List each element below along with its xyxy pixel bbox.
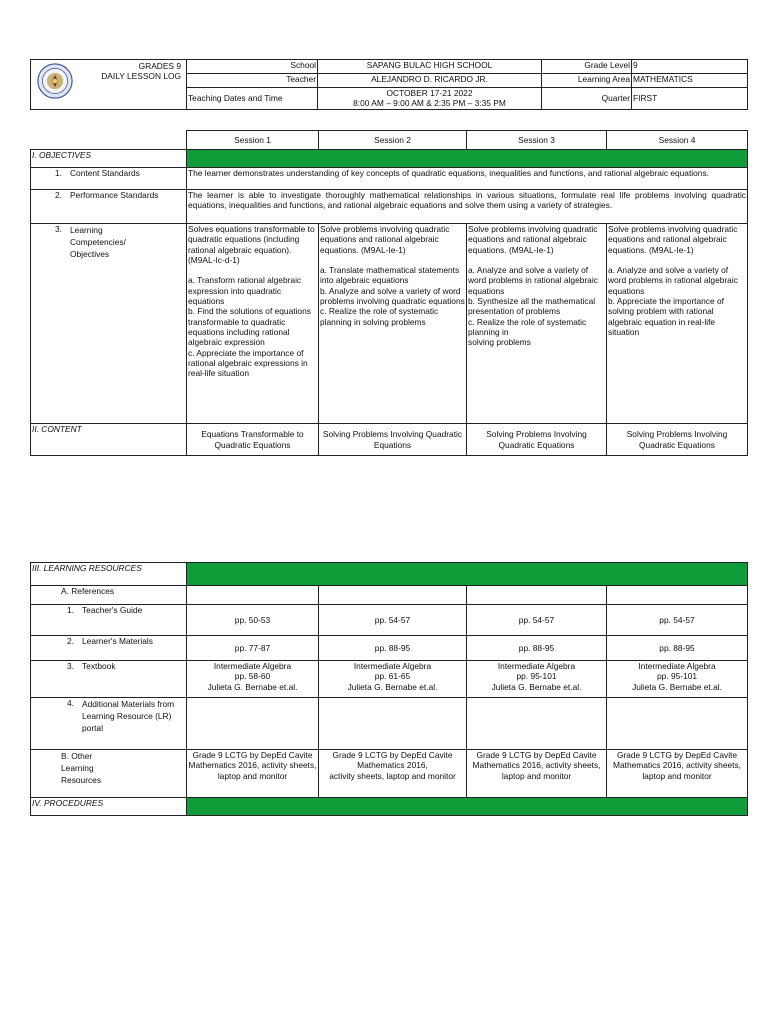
references-session-2 — [319, 586, 467, 605]
textbook-session-1: Intermediate Algebra pp. 58-60 Julieta G. Bernabe et.al. — [187, 661, 319, 698]
content-session-3: Solving Problems Involving Quadratic Equations — [467, 424, 607, 456]
competencies-session-4: Solve problems involving quadratic equations and rational algebraic equations. (M9AL-Ie-1) a. Analyze and solve a variety of word problems in rational algebraic equations b. Appreciate the importance of solving problem with rational algebraic equation in real-life situation — [607, 224, 748, 424]
performance-standards-num: 2. — [55, 190, 62, 200]
references-session-1 — [187, 586, 319, 605]
textbook-num: 3. — [67, 661, 74, 671]
dates-line-2: 8:00 AM – 9:00 AM & 2:35 PM – 3:35 PM — [353, 98, 506, 109]
objectives-heading: I. OBJECTIVES — [31, 150, 187, 168]
session-3-header: Session 3 — [467, 131, 607, 150]
content-heading: II. CONTENT — [31, 424, 187, 456]
competencies-session-1: Solves equations transformable to quadratic equations (including rational algebraic equation). (M9AL-Ic-d-1) a. Transform rational algebraic expression into quadratic equations b. Find the solutions of equations transformable to quadratic equations including rational algebraic expression c. Appreciate the importance of rational algebraic expressions in real-life situation — [187, 224, 319, 424]
teachers-guide-session-3: pp. 54-57 — [467, 605, 607, 636]
dates-value — [318, 88, 542, 110]
content-session-2: Solving Problems Involving Quadratic Equations — [319, 424, 467, 456]
references-session-4 — [607, 586, 748, 605]
content-session-1: Equations Transformable to Quadratic Equations — [187, 424, 319, 456]
performance-standards-label — [31, 190, 187, 224]
teachers-guide-session-2: pp. 54-57 — [319, 605, 467, 636]
teachers-guide-session-4: pp. 54-57 — [607, 605, 748, 636]
blank-corner — [31, 131, 187, 150]
textbook-session-3: Intermediate Algebra pp. 95-101 Julieta G. Bernabe et.al. — [467, 661, 607, 698]
learners-materials-num: 2. — [67, 636, 74, 646]
content-standards-text: Content Standards — [70, 168, 140, 178]
objectives-green-bar — [187, 150, 748, 168]
dates-label: Teaching Dates and Time — [187, 88, 318, 110]
other-resources-session-3: Grade 9 LCTG by DepEd Cavite Mathematics 2016, activity sheets, laptop and monitor — [467, 750, 607, 798]
textbook-text: Textbook — [82, 661, 116, 671]
teachers-guide-session-1: pp. 50-53 — [187, 605, 319, 636]
school-value: SAPANG BULAC HIGH SCHOOL — [318, 60, 542, 74]
content-standards-label — [31, 168, 187, 190]
resources-green-bar — [187, 563, 748, 586]
procedures-heading: IV. PROCEDURES — [31, 798, 187, 816]
learning-area-label: Learning Area — [542, 74, 632, 88]
other-resources-session-4: Grade 9 LCTG by DepEd Cavite Mathematics 2016, activity sheets, laptop and monitor — [607, 750, 748, 798]
procedures-green-bar — [187, 798, 748, 816]
additional-session-1 — [187, 698, 319, 750]
teachers-guide-text: Teacher's Guide — [82, 605, 143, 615]
learners-materials-text: Learner's Materials — [82, 636, 153, 646]
resources-heading: III. LEARNING RESOURCES — [31, 563, 187, 586]
deped-seal-icon — [37, 63, 73, 99]
additional-materials-num: 4. — [67, 698, 74, 708]
competencies-session-3: Solve problems involving quadratic equations and rational algebraic equations. (M9AL-Ie-1) a. Analyze and solve a variety of word problems in rational algebraic equations b. Synthesize all the mathematical presentation of problems c. Realize the role of systematic planning in solving problems — [467, 224, 607, 424]
competencies-num: 3. — [55, 224, 62, 234]
content-standards-num: 1. — [55, 168, 62, 178]
additional-materials-label — [31, 698, 187, 750]
session-1-header: Session 1 — [187, 131, 319, 150]
learners-materials-session-2: pp. 88-95 — [319, 636, 467, 661]
quarter-value: FIRST — [632, 88, 748, 110]
performance-standards-value: The learner is able to investigate thoroughly mathematical relationships in various situations, formulate real life problems involving quadratic equations, inequalities and functions, and rational algebraic equations and solve them using a variety of strategies. — [187, 190, 748, 224]
learners-materials-session-1: pp. 77-87 — [187, 636, 319, 661]
additional-session-4 — [607, 698, 748, 750]
quarter-label: Quarter — [542, 88, 632, 110]
teacher-value: ALEJANDRO D. RICARDO JR. — [318, 74, 542, 88]
learners-materials-session-4: pp. 88-95 — [607, 636, 748, 661]
objectives-table — [30, 130, 748, 456]
additional-session-3 — [467, 698, 607, 750]
learning-area-value: MATHEMATICS — [632, 74, 748, 88]
content-standards-value: The learner demonstrates understanding of key concepts of quadratic equations, inequalities and functions, and rational algebraic equations. — [187, 168, 748, 190]
session-2-header: Session 2 — [319, 131, 467, 150]
competencies-session-2: Solve problems involving quadratic equations and rational algebraic equations. (M9AL-Ie-1) a. Translate mathematical statements into algebraic equations b. Analyze and solve a variety of word problems involving quadratic equations c. Realize the role of systematic planning in solving problems — [319, 224, 467, 424]
grades-label: GRADES 9 — [138, 61, 181, 71]
school-label: School — [187, 60, 318, 74]
session-4-header: Session 4 — [607, 131, 748, 150]
textbook-session-2: Intermediate Algebra pp. 61-65 Julieta G. Bernabe et.al. — [319, 661, 467, 698]
other-resources-session-1: Grade 9 LCTG by DepEd Cavite Mathematics 2016, activity sheets, laptop and monitor — [187, 750, 319, 798]
additional-session-2 — [319, 698, 467, 750]
competencies-label — [31, 224, 187, 424]
learners-materials-label — [31, 636, 187, 661]
teachers-guide-label — [31, 605, 187, 636]
additional-materials-text: Additional Materials from Learning Resource (LR) portal — [82, 699, 175, 733]
competencies-text: Learning Competencies/ Objectives — [70, 225, 126, 259]
dates-line-1: OCTOBER 17-21 2022 — [386, 88, 473, 98]
teachers-guide-num: 1. — [67, 605, 74, 615]
references-label: A. References — [31, 586, 187, 605]
references-session-3 — [467, 586, 607, 605]
grade-level-value: 9 — [632, 60, 748, 74]
other-resources-session-2: Grade 9 LCTG by DepEd Cavite Mathematics 2016, activity sheets, laptop and monitor — [319, 750, 467, 798]
other-resources-label: B. Other Learning Resources — [31, 750, 187, 798]
performance-standards-text: Performance Standards — [70, 190, 159, 200]
textbook-label — [31, 661, 187, 698]
header-table — [30, 59, 748, 110]
logo-cell — [31, 60, 187, 110]
resources-table — [30, 562, 748, 816]
grade-level-label: Grade Level — [542, 60, 632, 74]
log-title: DAILY LESSON LOG — [101, 71, 181, 82]
teacher-label: Teacher — [187, 74, 318, 88]
content-session-4: Solving Problems Involving Quadratic Equations — [607, 424, 748, 456]
textbook-session-4: Intermediate Algebra pp. 95-101 Julieta G. Bernabe et.al. — [607, 661, 748, 698]
learners-materials-session-3: pp. 88-95 — [467, 636, 607, 661]
